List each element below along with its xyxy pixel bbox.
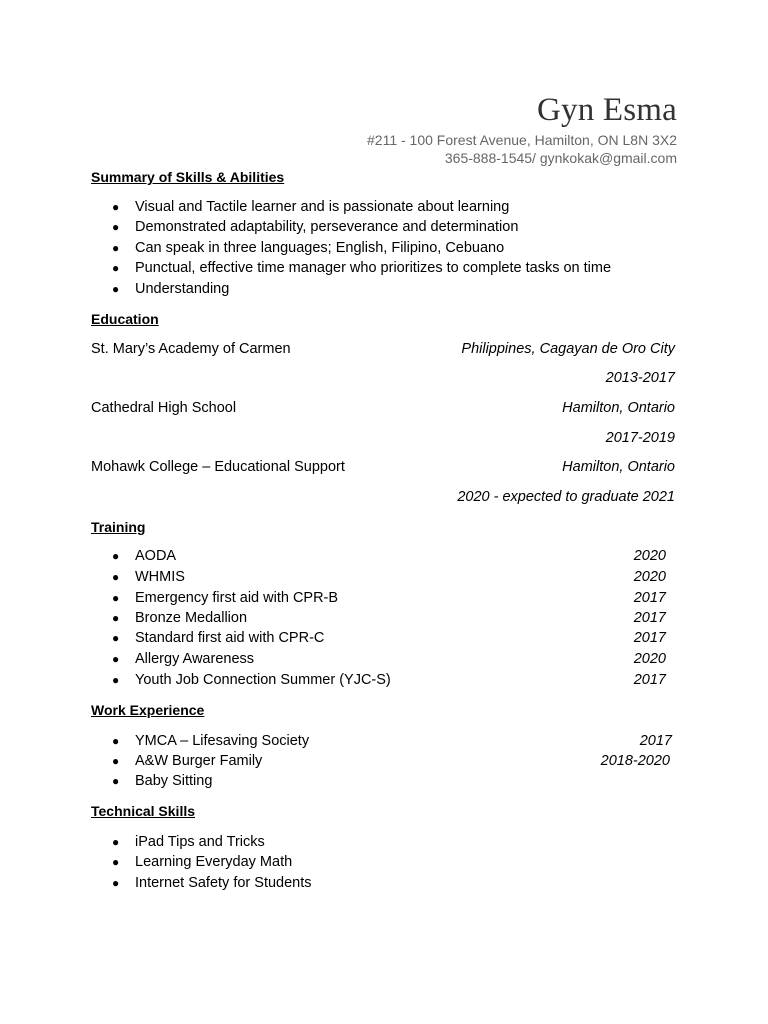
training-item: Emergency first aid with CPR-B (135, 590, 339, 606)
resume-name: Gyn Esma (537, 92, 677, 128)
bullet-icon: ● (112, 734, 120, 748)
summary-item: Punctual, effective time manager who prioritizes to complete tasks on time (135, 260, 612, 276)
education-years: 2017-2019 (605, 430, 675, 446)
training-year: 2020 (633, 569, 666, 585)
work-item: A&W Burger Family (135, 753, 263, 769)
section-heading-summary: Summary of Skills & Abilities (91, 169, 285, 185)
technical-item: Learning Everyday Math (135, 854, 293, 870)
training-year: 2017 (633, 672, 666, 688)
bullet-icon: ● (112, 261, 120, 275)
section-heading-technical-skills: Technical Skills (91, 803, 196, 819)
education-school: Cathedral High School (91, 400, 237, 416)
bullet-icon: ● (112, 876, 120, 890)
training-item: AODA (135, 548, 177, 564)
bullet-icon: ● (112, 774, 120, 788)
section-heading-training: Training (91, 519, 146, 535)
training-year: 2017 (633, 630, 666, 646)
summary-item: Can speak in three languages; English, Filipino, Cebuano (135, 240, 505, 256)
bullet-icon: ● (112, 835, 120, 849)
bullet-icon: ● (112, 855, 120, 869)
training-year: 2017 (633, 590, 666, 606)
training-item: Bronze Medallion (135, 610, 248, 626)
bullet-icon: ● (112, 611, 120, 625)
contact-address: #211 - 100 Forest Avenue, Hamilton, ON L8N 3X2 (367, 132, 677, 148)
training-item: Youth Job Connection Summer (YJC-S) (135, 672, 391, 688)
work-year: 2017 (639, 733, 672, 749)
summary-item: Visual and Tactile learner and is passionate about learning (135, 199, 510, 215)
work-item: YMCA – Lifesaving Society (135, 733, 310, 749)
education-years: 2013-2017 (605, 370, 675, 386)
education-location: Hamilton, Ontario (562, 400, 675, 416)
bullet-icon: ● (112, 754, 120, 768)
work-item: Baby Sitting (135, 773, 213, 789)
training-item: Allergy Awareness (135, 651, 255, 667)
training-year: 2020 (633, 548, 666, 564)
training-year: 2017 (633, 610, 666, 626)
education-location: Philippines, Cagayan de Oro City (461, 341, 675, 357)
bullet-icon: ● (112, 631, 120, 645)
education-years: 2020 - expected to graduate 2021 (457, 489, 675, 505)
bullet-icon: ● (112, 591, 120, 605)
training-item: Standard first aid with CPR-C (135, 630, 325, 646)
training-item: WHMIS (135, 569, 185, 585)
bullet-icon: ● (112, 220, 120, 234)
education-school: Mohawk College – Educational Support (91, 459, 345, 475)
work-year: 2018-2020 (600, 753, 670, 769)
section-heading-education: Education (91, 311, 159, 327)
bullet-icon: ● (112, 549, 120, 563)
bullet-icon: ● (112, 570, 120, 584)
education-location: Hamilton, Ontario (562, 459, 675, 475)
bullet-icon: ● (112, 282, 120, 296)
bullet-icon: ● (112, 652, 120, 666)
bullet-icon: ● (112, 673, 120, 687)
bullet-icon: ● (112, 241, 120, 255)
summary-item: Demonstrated adaptability, perseverance and determination (135, 219, 519, 235)
contact-phone-email: 365-888-1545/ gynkokak@gmail.com (444, 150, 677, 166)
training-year: 2020 (633, 651, 666, 667)
technical-item: Internet Safety for Students (135, 875, 312, 891)
section-heading-work-experience: Work Experience (91, 702, 205, 718)
technical-item: iPad Tips and Tricks (135, 834, 265, 850)
bullet-icon: ● (112, 200, 120, 214)
summary-item: Understanding (135, 281, 230, 297)
education-school: St. Mary’s Academy of Carmen (91, 341, 291, 357)
